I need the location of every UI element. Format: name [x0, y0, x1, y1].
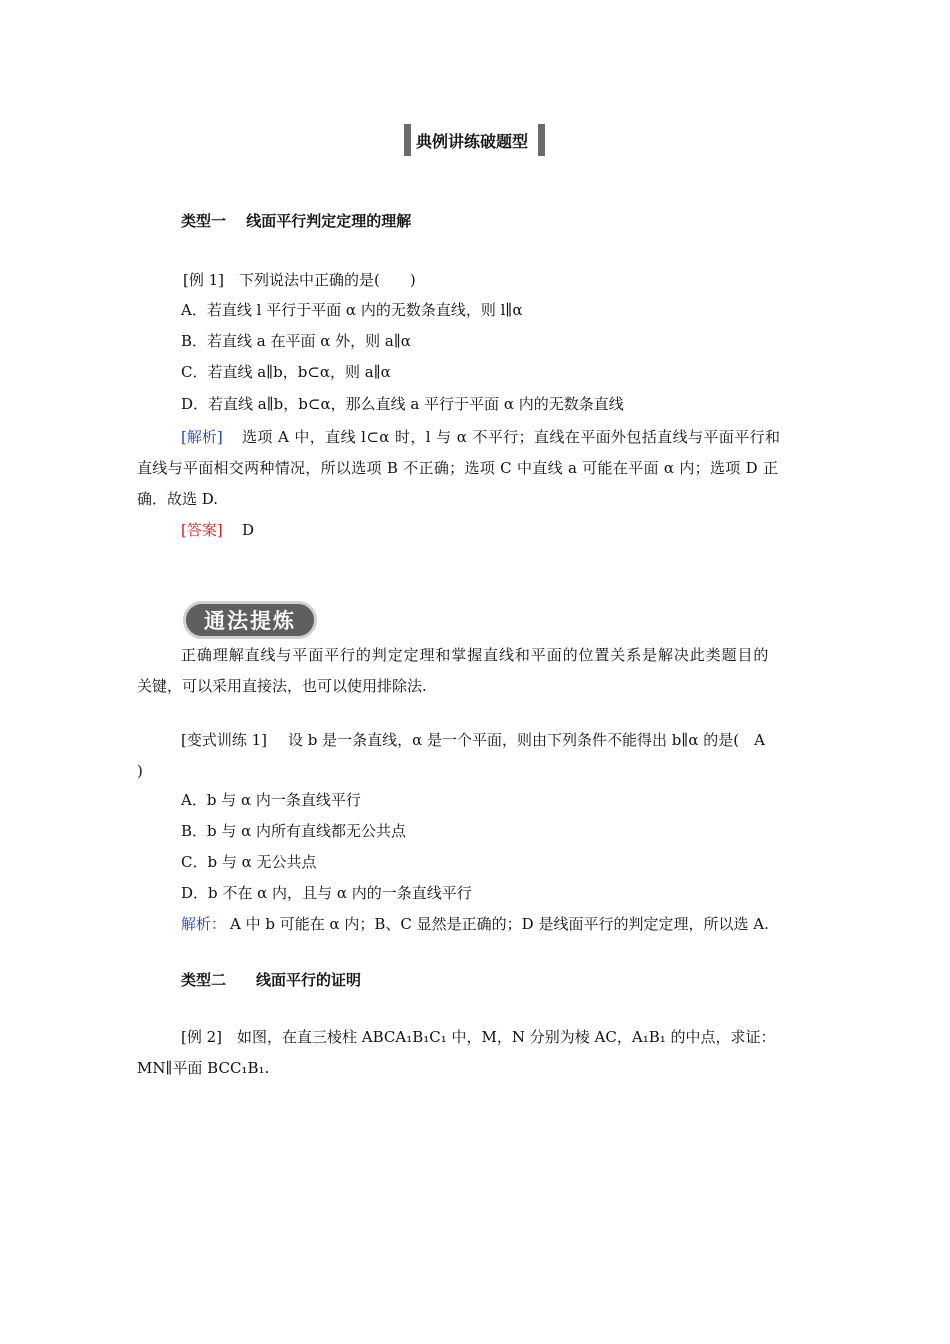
example1-analysis-line2: 直线与平面相交两种情况，所以选项 B 不正确；选项 C 中直线 a 可能在平面 α 内；选项 D 正: [137, 459, 779, 477]
example1-question: [例 1] 下列说法中正确的是( ): [183, 271, 416, 289]
section-title: 典例讲练破题型: [416, 132, 529, 151]
example1-answer-label: [答案]: [181, 521, 223, 539]
method-badge-text: 通法提炼: [204, 609, 296, 633]
variant1-option-a: A．b 与 α 内一条直线平行: [181, 791, 361, 809]
variant1-question-line2: ): [137, 762, 143, 780]
variant1-analysis: A 中 b 可能在 α 内；B、C 显然是正确的；D 是线面平行的判定定理，所以选 A.: [230, 915, 769, 933]
example1-option-a: A．若直线 l 平行于平面 α 内的无数条直线，则 l∥α: [181, 301, 523, 319]
example1-option-c: C．若直线 a∥b，b⊂α，则 a∥α: [181, 363, 391, 381]
example1-analysis-line1: 选项 A 中，直线 l⊂α 时，l 与 α 不平行；直线在平面外包括直线与平面平行和: [242, 428, 781, 446]
variant1-label: [变式训练 1]: [181, 731, 268, 749]
variant1-option-b: B．b 与 α 内所有直线都无公共点: [181, 822, 407, 840]
example2-line1: [例 2] 如图，在直三棱柱 ABCA₁B₁C₁ 中，M，N 分别为棱 AC，A₁B₁ 的中点，求证：: [181, 1028, 776, 1046]
method-line1: 正确理解直线与平面平行的判定定理和掌握直线和平面的位置关系是解决此类题目的: [181, 646, 770, 664]
title-left-bar: [404, 124, 411, 156]
title-right-bar: [538, 124, 545, 156]
type1-heading: 类型一 线面平行判定定理的理解: [181, 212, 412, 230]
example1-analysis-line3: 确．故选 D.: [137, 490, 219, 508]
method-line2: 关键，可以采用直接法，也可以使用排除法.: [137, 677, 427, 695]
method-badge: [183, 601, 317, 639]
variant1-option-c: C．b 与 α 无公共点: [181, 853, 317, 871]
example1-option-b: B．若直线 a 在平面 α 外，则 a∥α: [181, 332, 411, 350]
variant1-question-line1: 设 b 是一条直线，α 是一个平面，则由下列条件不能得出 b∥α 的是( A: [288, 731, 765, 749]
example1-analysis-label: [解析]: [181, 428, 223, 446]
variant1-analysis-label: 解析：: [181, 915, 227, 933]
example1-option-d: D．若直线 a∥b，b⊂α，那么直线 a 平行于平面 α 内的无数条直线: [181, 395, 624, 413]
type2-heading: 类型二 线面平行的证明: [181, 971, 362, 989]
example1-answer: D: [242, 521, 255, 539]
example2-line2: MN∥平面 BCC₁B₁.: [137, 1059, 270, 1077]
variant1-option-d: D．b 不在 α 内，且与 α 内的一条直线平行: [181, 884, 472, 902]
